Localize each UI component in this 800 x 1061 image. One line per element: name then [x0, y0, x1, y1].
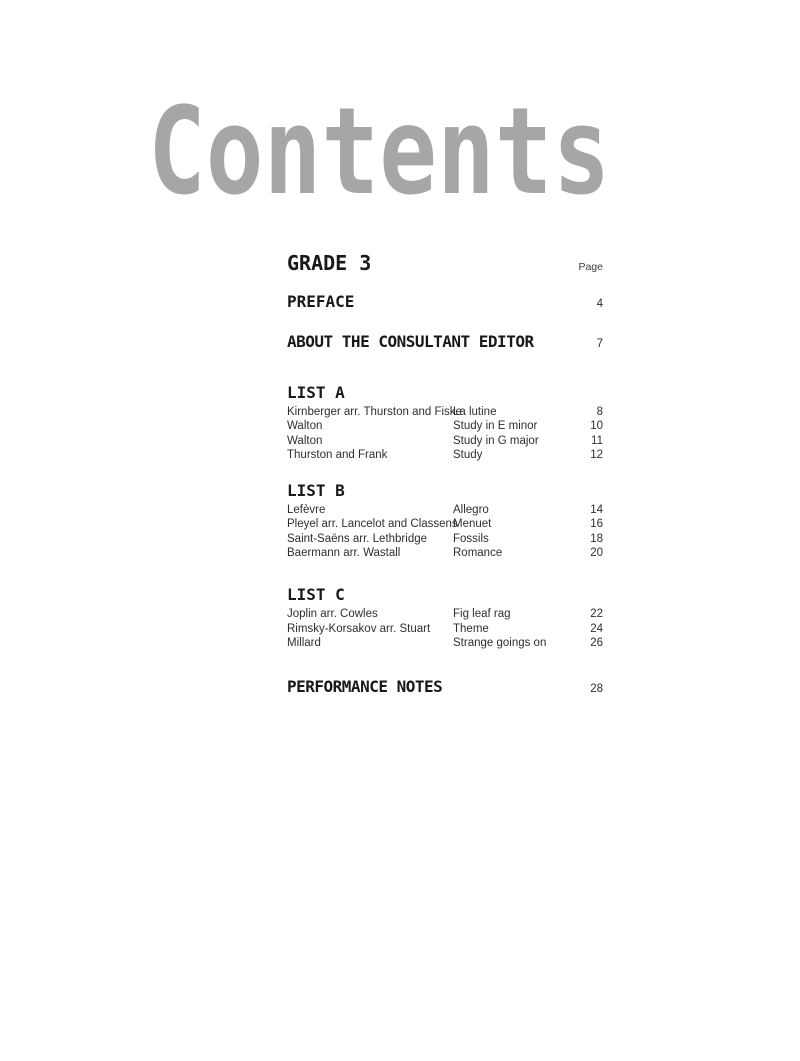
page-number-cell: 20 — [590, 547, 603, 560]
section-rows — [287, 607, 603, 650]
page-number-cell: 10 — [590, 420, 603, 433]
page-number: 4 — [596, 298, 603, 310]
toc-row — [287, 448, 603, 462]
section-heading: LIST C — [287, 585, 345, 605]
composer-cell: Millard — [287, 636, 321, 649]
composer-cell: Joplin arr. Cowles — [287, 608, 378, 621]
composer-cell: Saint-Saëns arr. Lethbridge — [287, 532, 428, 545]
piece-title-cell: Menuet — [453, 518, 492, 531]
section-heading: LIST A — [287, 383, 345, 402]
composer-cell: Walton — [287, 420, 323, 433]
toc-row — [287, 419, 603, 433]
toc-row — [287, 622, 603, 636]
composer-cell: Baermann arr. Wastall — [287, 547, 401, 560]
piece-title-cell: Romance — [453, 547, 503, 560]
toc-row — [287, 405, 603, 419]
composer-cell: Kirnberger arr. Thurston and Fiske — [287, 406, 462, 418]
piece-title-cell: Strange goings on — [453, 636, 547, 649]
composer-cell: Lefèvre — [287, 504, 326, 517]
preface-heading: PREFACE — [287, 292, 355, 311]
front-matter-row-about — [287, 332, 603, 354]
piece-title-cell: Allegro — [453, 504, 489, 517]
grade-heading: GRADE 3 — [287, 251, 372, 275]
composer-cell: Thurston and Frank — [287, 448, 388, 461]
page-column-label: Page — [578, 261, 603, 273]
toc-row — [287, 607, 603, 621]
toc-list-section — [287, 481, 603, 560]
performance-notes-heading: PERFORMANCE NOTES — [287, 677, 443, 697]
page-number: 7 — [596, 338, 603, 350]
toc-row — [287, 517, 603, 531]
section-rows — [287, 405, 603, 462]
front-matter-row-preface — [287, 292, 603, 314]
toc-row — [287, 434, 603, 448]
section-rows — [287, 503, 603, 560]
composer-cell: Walton — [287, 434, 323, 447]
page-number-cell: 22 — [590, 608, 603, 621]
piece-title-cell: Fossils — [453, 532, 489, 545]
toc-list-section — [287, 585, 603, 650]
page-number-cell: 8 — [596, 406, 603, 418]
toc-row — [287, 636, 603, 650]
page-title: Contents — [148, 83, 611, 222]
page-number-cell: 24 — [590, 622, 603, 635]
piece-title-cell: La lutine — [453, 406, 497, 418]
section-heading: LIST B — [287, 481, 345, 501]
page-number-cell: 26 — [590, 636, 603, 649]
page-number-cell: 16 — [590, 518, 603, 531]
grade-header-row — [287, 251, 603, 275]
table-of-contents — [287, 247, 603, 699]
toc-row — [287, 546, 603, 560]
piece-title-cell: Study in E minor — [453, 420, 538, 433]
about-consultant-editor-heading: ABOUT THE CONSULTANT EDITOR — [287, 332, 534, 351]
page-number-cell: 12 — [590, 448, 603, 461]
composer-cell: Pleyel arr. Lancelot and Classens — [287, 518, 458, 531]
toc-lists — [287, 383, 603, 650]
page-number-cell: 11 — [591, 434, 603, 447]
page-number-cell: 14 — [590, 504, 603, 517]
composer-cell: Rimsky-Korsakov arr. Stuart — [287, 622, 431, 635]
toc-row — [287, 503, 603, 517]
piece-title-cell: Study in G major — [453, 434, 539, 447]
piece-title-cell: Fig leaf rag — [453, 608, 511, 621]
page-number-cell: 18 — [590, 532, 603, 545]
toc-list-section — [287, 383, 603, 462]
toc-row — [287, 532, 603, 546]
piece-title-cell: Study — [453, 448, 483, 461]
back-matter-row-performance-notes — [287, 677, 603, 699]
piece-title-cell: Theme — [453, 622, 489, 635]
page-number: 28 — [590, 683, 603, 696]
